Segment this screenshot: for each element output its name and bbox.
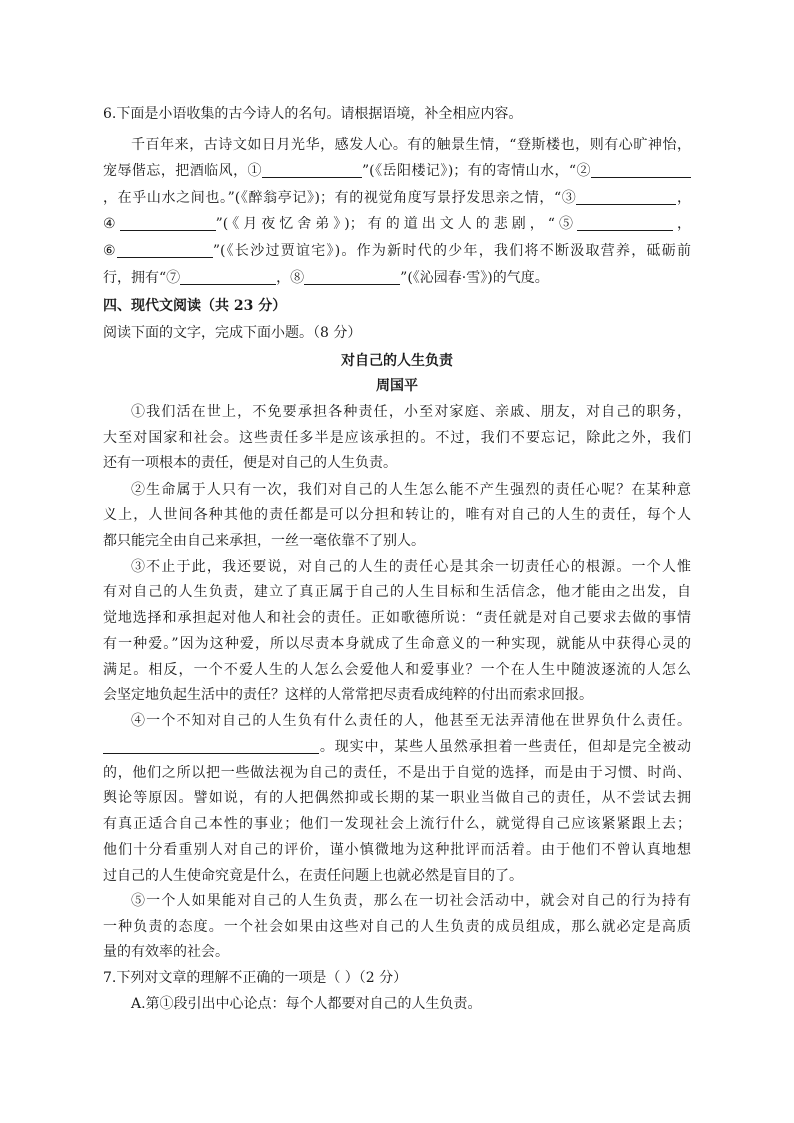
answer-blank-4[interactable]: [120, 216, 216, 231]
section-instruction: 阅读下面的文字，完成下面小题。（8 分）: [103, 325, 362, 341]
q6-stem: 6.下面是小语收集的古今诗人的名句。请根据语境，补全相应内容。: [103, 106, 523, 122]
answer-blank-9[interactable]: [103, 739, 319, 754]
q6-line-5-num: ⑥: [103, 243, 117, 259]
q6-line-4-comma: ，: [672, 216, 691, 232]
paragraph-2-line: ②生命属于人只有一次，我们对自己的人生怎么能不产生强烈的责任心呢？在某种意: [131, 482, 691, 498]
q6-line-6-text-c: ”(《沁园春·雪》)的气度。: [400, 270, 549, 286]
paragraph-4-after-blank: 。现实中，某些人虽然承担着一些责任，但却是完全被动: [319, 739, 691, 755]
q6-line-3-text: ，在乎山水之间也。”(《醉翁亭记》)；有的视觉角度写景抒发思亲之情，“③: [103, 190, 577, 206]
answer-blank-3[interactable]: [576, 190, 676, 205]
paragraph-3-line: 觉地选择和承担起对他人和社会的责任。正如歌德所说：“责任就是对自己要求去做的事情: [103, 610, 691, 626]
q6-line-6-text-a: 行，拥有“⑦: [103, 270, 181, 286]
answer-blank-5[interactable]: [577, 216, 673, 231]
answer-blank-1[interactable]: [262, 163, 362, 178]
q7-stem: 7.下列对文章的理解不正确的一项是（ ）（2 分）: [103, 970, 408, 986]
paragraph-5-line: 一种负责的态度。一个社会如果由这些对自己的人生负责的成员组成，那么就必定是高质: [103, 919, 691, 935]
paragraph-3-line: 有一种爱。”因为这种爱，所以尽责本身就成了生命意义的一种实现，就能从中获得心灵的: [103, 636, 691, 652]
article-author: 周国平: [376, 378, 418, 394]
paragraph-3-line: 会坚定地负起生活中的责任？这样的人常常把尽责看成纯粹的付出而索求回报。: [103, 687, 593, 703]
paragraph-4-line: ④一个不知对自己的人生负有什么责任的人，他甚至无法弄清他在世界负什么责任。: [131, 713, 691, 729]
q6-line-6-text-b: ，⑧: [276, 270, 305, 286]
paragraph-3-line: 有对自己的人生负责，建立了真正属于自己的人生目标和生活信念，他才能由之出发，自: [103, 584, 691, 600]
answer-blank-2[interactable]: [591, 163, 691, 178]
answer-blank-6[interactable]: [117, 243, 213, 258]
paragraph-4-line: 舆论等原因。譬如说，有的人把偶然抑或长期的某一职业当做自己的责任，从不尝试去拥: [103, 790, 691, 806]
answer-blank-7[interactable]: [180, 270, 276, 285]
section-heading: 四、现代文阅读（共 23 分）: [103, 298, 287, 314]
q6-line-2: [103, 161, 691, 181]
q6-line-2-text-a: 宠辱偕忘，把酒临风，①: [103, 163, 263, 179]
q7-option-a[interactable]: A.第①段引出中心论点：每个人都要对自己的人生负责。: [131, 996, 482, 1012]
q6-line-5-text: ”(《长沙过贾谊宅》)。作为新时代的少年，我们将不断汲取营养，砥砺前: [212, 243, 691, 259]
paragraph-3-line: 满足。相反，一个不爱人生的人怎么会爱他人和爱事业？一个在人生中随波逐流的人怎么: [103, 662, 691, 678]
q6-line-4-text: ”(《月夜忆舍弟》)；有的道出文人的悲剧，“⑤: [215, 216, 577, 232]
paragraph-5-line: ⑤一个人如果能对自己的人生负责，那么在一切社会活动中，就会对自己的行为持有: [131, 893, 691, 909]
q6-line-1: 千百年来，古诗文如日月光华，感发人心。有的触景生情，“登斯楼也，则有心旷神怡，: [131, 137, 691, 153]
paragraph-4-line: 他们十分看重别人对自己的评价，谨小慎微地为这种批评而活着。由于他们不曾认真地想: [103, 842, 691, 858]
q6-line-6: [103, 268, 549, 288]
paragraph-1-line: 大至对国家和社会。这些责任多半是应该承担的。不过，我们不要忘记，除此之外，我们: [103, 430, 691, 446]
paragraph-4-blank-line: [103, 737, 691, 757]
article-title: 对自己的人生负责: [341, 353, 453, 369]
paragraph-4-line: 有真正适合自己本性的事业；他们一发现社会上流行什么，就觉得自己应该紧紧跟上去；: [103, 816, 691, 832]
paragraph-4-line: 的，他们之所以把一些做法视为自己的责任，不是出于自觉的选择，而是由于习惯、时尚、: [103, 765, 691, 781]
paragraph-5-line: 量的有效率的社会。: [103, 944, 229, 960]
paragraph-1-line: ①我们活在世上，不免要承担各种责任，小至对家庭、亲戚、朋友，对自己的职务，: [131, 404, 691, 420]
q6-line-4-num: ④: [103, 216, 120, 232]
q6-line-3: [103, 188, 691, 208]
q6-line-4: [103, 214, 691, 234]
q6-line-3-comma: ，: [676, 190, 691, 206]
paragraph-1-line: 还有一项根本的责任，便是对自己的人生负责。: [103, 455, 397, 471]
paragraph-4-line: 过自己的人生使命究竟是什么，在责任问题上也就必然是盲目的了。: [103, 868, 523, 884]
q6-line-2-text-b: ”(《岳阳楼记》)；有的寄情山水，“②: [362, 163, 591, 179]
q6-line-5: [103, 241, 691, 261]
answer-blank-8[interactable]: [304, 270, 400, 285]
paragraph-3-line: ③不止于此，我还要说，对自己的人生的责任心是其余一切责任心的根源。一个人惟: [131, 559, 691, 575]
paragraph-2-line: 都只能完全由自己来承担，一丝一毫依靠不了别人。: [103, 533, 425, 549]
paragraph-2-line: 义上，人世间各种其他的责任都是可以分担和转让的，唯有对自己的人生的责任，每个人: [103, 507, 691, 523]
